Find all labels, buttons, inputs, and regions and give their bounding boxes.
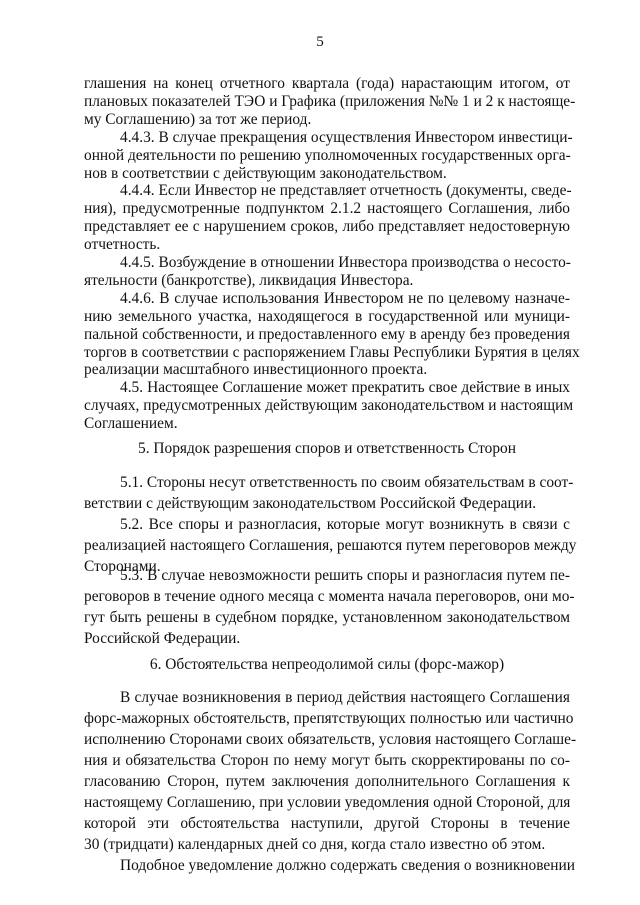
- text-line: ния), предусмотренные подпунктом 2.1.2 настоящего Соглашения, либо: [84, 200, 570, 218]
- text-line: 5.1. Стороны несут ответственность по своим обязательствам в соот-: [120, 474, 574, 491]
- text-line: 4.4.6. В случае использования Инвестором не по целевому назначе-: [120, 289, 570, 307]
- text-line: глашения на конец отчетного квартала (года) нарастающим итогом, от: [84, 75, 570, 92]
- text-line: случаях, предусмотренных действующим законодательством и настоящим: [84, 397, 574, 415]
- text-line: онной деятельности по решению уполномоченных государственных орга-: [84, 146, 571, 164]
- text-line: В случае возникновения в период действия настоящего Соглашения: [120, 689, 570, 706]
- text-line: 30 (тридцати) календарных дней со дня, когда стало известно об этом.: [84, 836, 546, 853]
- text-line: Российской Федерации.: [84, 630, 241, 647]
- text-line: гласованию Сторон, путем заключения дополнительного Соглашения к: [84, 773, 570, 790]
- text-line: ятельности (банкротстве), ликвидация Инвестора.: [84, 271, 414, 289]
- page-number: 5: [316, 34, 324, 50]
- text-line: ния и обязательства Сторон по нему могут быть скорректированы по со-: [84, 752, 570, 769]
- text-line: торгов в соответствии с распоряжением Главы Республики Бурятия в целях: [84, 343, 580, 361]
- text-line: настоящему Соглашению, при условии уведомления одной Стороной, для: [84, 794, 571, 811]
- text-line: реговоров в течение одного месяца с момента начала переговоров, они мо-: [84, 588, 575, 605]
- text-line: 5.2. Все споры и разногласия, которые могут возникнуть в связи с: [120, 516, 570, 533]
- text-line: 4.4.4. Если Инвестор не представляет отчетность (документы, сведе-: [120, 182, 572, 200]
- text-line: исполнению Сторонами своих обязательств, условия настоящего Соглаше-: [84, 731, 577, 748]
- text-line: которой эти обстоятельства наступили, другой Стороны в течение: [84, 815, 570, 832]
- text-line: реализации масштабного инвестиционного проекта.: [84, 361, 428, 379]
- text-line: форс-мажорных обстоятельств, препятствующих полностью или частично: [84, 710, 574, 727]
- text-line: реализацией настоящего Соглашения, решаются путем переговоров между: [84, 537, 577, 554]
- text-line: му Соглашению) за тот же период.: [84, 110, 312, 128]
- text-line: 5.3. В случае невозможности решить споры и разногласия путем пе-: [120, 567, 570, 584]
- text-line: плановых показателей ТЭО и Графика (приложения №№ 1 и 2 к настояще-: [84, 92, 576, 110]
- text-line: пальной собственности, и предоставленного ему в аренду без проведения: [84, 325, 570, 343]
- text-line: нию земельного участка, находящегося в государственной или муници-: [84, 307, 570, 325]
- text-line: нов в соответствии с действующим законодательством.: [84, 164, 447, 182]
- text-line: ветствии с действующим законодательством Российской Федерации.: [84, 495, 537, 512]
- text-line: Подобное уведомление должно содержать сведения о возникновении: [120, 857, 575, 874]
- text-line: 4.5. Настоящее Соглашение может прекратить свое действие в иных: [120, 379, 570, 397]
- text-line: представляет ее с нарушением сроков, либо представляет недостоверную: [84, 218, 570, 236]
- text-line: гут быть решены в судебном порядке, установленном законодательством: [84, 609, 570, 626]
- text-line: 4.4.5. Возбуждение в отношении Инвестора производства о несосто-: [120, 254, 571, 271]
- text-line: Сторонами.: [84, 558, 161, 575]
- text-line: Соглашением.: [84, 415, 178, 433]
- section-heading: 5. Порядок разрешения споров и ответственность Сторон: [138, 440, 516, 457]
- text-line: 4.4.3. В случае прекращения осуществления Инвестором инвестици-: [120, 128, 573, 146]
- section-heading: 6. Обстоятельства непреодолимой силы (форс-мажор): [149, 656, 505, 673]
- text-line: отчетность.: [84, 236, 161, 254]
